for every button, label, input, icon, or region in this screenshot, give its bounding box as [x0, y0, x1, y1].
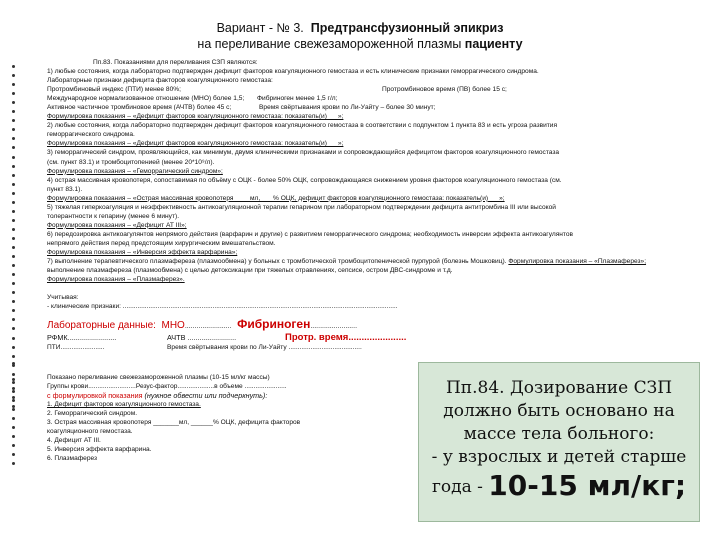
bullet-marker	[12, 453, 15, 456]
formulation-italic: (нужное обвести или подчеркнуть):	[144, 391, 268, 401]
callout-line: массе тела больного:	[463, 424, 655, 444]
mno-field: ........................	[184, 323, 232, 331]
text-line: (см. пункт 83.1) и тромбоцитопенией (менее 20*10⁹/л).	[47, 158, 215, 166]
title-patient: пациенту	[464, 37, 523, 51]
text-line: Лабораторные признаки дефицита факторов коагуляционного гемостаза:	[47, 77, 273, 85]
title-variant: Вариант - № 3.	[216, 21, 304, 35]
text-cell: Время свёртывания крови по Ли-Уайту – более 30 минут;	[259, 104, 436, 112]
bullet-marker	[12, 201, 15, 204]
callout-dose: 10-15 мл/кг;	[488, 469, 687, 502]
formulation-cell: Формулировка показания – «Плазмаферез»;	[508, 258, 647, 266]
text-line: непрямого действия перед предстоящим хирургическим вмешательством.	[47, 239, 276, 247]
bullet-marker	[12, 165, 15, 168]
bullet-marker	[12, 390, 15, 393]
text-line: 3) геморрагический синдром, проявляющийся, как минимум, двумя клиническими признаками и сопровождающийся дефицитом факторов коагуляционного гемостаза	[47, 149, 560, 157]
bullet-marker	[12, 300, 15, 303]
text-line-pair	[47, 257, 707, 266]
text-cell: Международное нормализованное отношение (МНО) более 1,5;	[47, 95, 245, 103]
text-cell: 7) выполнение терапевтического плазмафереза (плазмообмена) у больных с тромботической тромбоцитопенической пурпурой (болезнь Мошковиц).	[47, 258, 507, 266]
text-line: 5) тяжелая гиперкоагуляция и неэффективность антикоагуляционной терапии гепарином при лабораторном подтверждении дефицита антитромбина III или высокой	[47, 203, 556, 211]
text-line: геморрагического синдрома.	[47, 131, 135, 139]
bullet-marker	[12, 291, 15, 294]
bullet-marker	[12, 264, 15, 267]
option-3-cont: коагуляционного гемостаза.	[47, 428, 133, 436]
text-line-pair	[47, 85, 707, 94]
rfmk-field: РФМК........................	[47, 333, 117, 343]
bullet-marker	[12, 355, 15, 358]
bullet-marker	[12, 255, 15, 258]
bullet-marker	[12, 192, 15, 195]
lab-data-line	[47, 318, 707, 333]
transfusion-order	[47, 373, 377, 463]
text-line: пункт 83.1).	[47, 185, 83, 193]
bullet-marker	[12, 346, 15, 349]
bullet-marker	[12, 309, 15, 312]
text-line: 2) любые состояния, когда лабораторно подтвержден дефицит факторов коагуляционного гемостаза в соответствии с подпунктом 1 пункта 83 и есть угроза развития	[47, 122, 558, 130]
bullet-marker	[12, 318, 15, 321]
formulation-instruction	[47, 391, 377, 400]
bullet-marker	[12, 246, 15, 249]
bullet-marker	[12, 128, 15, 131]
formulation-red: с формулировкой показания	[47, 391, 143, 401]
bullet-marker	[12, 373, 15, 376]
text-cell: Активное частичное тромбиновое время (АЧТВ) более 45 с;	[47, 104, 232, 112]
bullet-marker	[12, 426, 15, 429]
text-line: толерантности к гепарину (менее 6 минут).	[47, 212, 180, 220]
bullet-marker	[12, 417, 15, 420]
formulation-line: Формулировка показания – «Плазмаферез».	[47, 276, 185, 284]
callout-line: - у взрослых и детей старше	[431, 447, 687, 467]
callout-line: Пп.84. Дозирование СЗП	[445, 378, 673, 398]
bullet-marker	[12, 110, 15, 113]
order-line: Показано переливание свежезамороженной плазмы (10-15 мл/кг массы)	[47, 374, 270, 381]
bullet-marker	[12, 399, 15, 402]
lab-data-label: Лабораторные данные:	[47, 320, 156, 332]
option-2: 2. Геморрагический синдром.	[47, 410, 138, 418]
formulation-line: Формулировка показания – «Острая массивная кровопотеря ____мл, ___% ОЦК, дефицит факторов коагуляционного гемостаза: показатель(и)___»;	[47, 194, 505, 202]
option-4: 4. Дефицит AT III.	[47, 437, 101, 445]
text-line: 1) любые состояния, когда лабораторно подтвержден дефицит факторов коагуляционного гемостаза и есть клинические признаки геморрагического синдрома.	[47, 68, 539, 76]
bullet-marker	[12, 137, 15, 140]
bullet-marker	[12, 273, 15, 276]
document-title	[0, 20, 720, 52]
bullet-marker	[12, 381, 15, 384]
bullet-marker	[12, 119, 15, 122]
bullet-marker	[12, 83, 15, 86]
option-5: 5. Инверсия эффекта варфарина.	[47, 446, 152, 454]
bullet-marker	[12, 337, 15, 340]
formulation-line: Формулировка показания – «Дефицит AT III»;	[47, 221, 187, 229]
bullet-marker	[12, 462, 15, 465]
mno-label: МНО	[161, 320, 185, 332]
bullet-marker	[12, 408, 15, 411]
text-line-pair	[47, 94, 707, 103]
bullet-marker	[12, 146, 15, 149]
text-line: 6) передозировка антикоагулянтов непрямого действия (варфарин и другие) с развитием геморрагического синдрома; необходимость инверсии эффекта антикоагулянтов	[47, 230, 574, 238]
callout-age-text: года -	[431, 477, 483, 497]
title-subtitle: на переливание свежезамороженной плазмы	[197, 37, 462, 51]
blood-group-line: Группы крови..........................Резус-фактор....................в объеме .......................	[47, 383, 287, 391]
callout-dose-line	[419, 471, 699, 502]
bullet-marker	[12, 101, 15, 104]
callout-line: должно быть основано на	[443, 401, 675, 421]
bullet-marker	[12, 174, 15, 177]
considered-label: Учитывая:	[47, 294, 79, 302]
bullet-marker	[12, 156, 15, 159]
text-cell: Протромбиновое время (ПВ) более 15 с;	[382, 86, 507, 94]
section-heading: Пп.83. Показаниями для переливания СЗП являются:	[93, 59, 258, 66]
text-cell: Протромбиновый индекс (ПТИ) менее 80%;	[47, 86, 181, 94]
bullet-marker	[12, 228, 15, 231]
text-line-pair	[47, 103, 707, 112]
formulation-line: Формулировка показания – «Дефицит факторов коагуляционного гемостаза: показатель(и)___»;	[47, 113, 344, 121]
bullet-marker	[12, 183, 15, 186]
bullet-marker	[12, 92, 15, 95]
lab-row-2	[47, 333, 707, 343]
bullet-marker	[12, 210, 15, 213]
title-main: Предтрансфузионный эпикриз	[310, 21, 504, 35]
option-3: 3. Острая массивная кровопотеря _______мл, ______% ОЦК, дефицита факторов	[47, 419, 301, 427]
option-6: 6. Плазмаферез	[47, 455, 98, 463]
fibrinogen-label: Фибриноген	[237, 318, 311, 332]
text-line: 4) острая массивная кровопотеря, сопоставимая по объёму с ОЦК - более 50% ОЦК, сопровождающаяся снижением уровня факторов коагуляционного гемостаза (см.	[47, 176, 562, 184]
indications-text	[47, 58, 707, 352]
dosage-callout	[418, 362, 700, 522]
prothrombin-time-label: Протр. время	[285, 333, 349, 343]
pti-field: ПТИ........................	[47, 343, 105, 351]
formulation-line: Формулировка показания – «Дефицит факторов коагуляционного гемостаза: показатель(и)___»;	[47, 140, 344, 148]
bullet-marker	[12, 327, 15, 330]
bullet-marker	[12, 435, 15, 438]
bullet-marker	[12, 237, 15, 240]
fibrinogen-field: ........................	[310, 323, 358, 331]
lee-white-field: Время свёртывания крови по Ли-Уайту ........................................	[167, 343, 362, 351]
achtv-field: АЧТВ ........................	[167, 333, 237, 343]
bullet-marker	[12, 282, 15, 285]
bullet-marker	[12, 74, 15, 77]
bullet-marker	[12, 219, 15, 222]
bullet-marker	[12, 65, 15, 68]
prothrombin-time-field: ......................	[348, 333, 407, 343]
text-cell: Фибриноген менее 1,5 г/л;	[257, 95, 338, 103]
bullet-marker	[12, 444, 15, 447]
bullet-marker	[12, 362, 15, 365]
clinical-signs-line: - клинические признаки: ......................................................................................................................................................	[47, 303, 398, 311]
lab-row-3	[47, 343, 707, 352]
formulation-line: Формулировка показания – «Геморрагический синдром»;	[47, 167, 223, 175]
formulation-line: Формулировка показания – «Инверсия эффекта варфарина»;	[47, 248, 238, 256]
text-line: выполнение плазмафереза (плазмообмена) с целью детоксикации при тяжелых отравлениях, сепсисе, остром ДВС-синдроме и т.д.	[47, 267, 453, 275]
option-1: 1. Дефицит факторов коагуляционного гемостаза.	[47, 401, 201, 409]
